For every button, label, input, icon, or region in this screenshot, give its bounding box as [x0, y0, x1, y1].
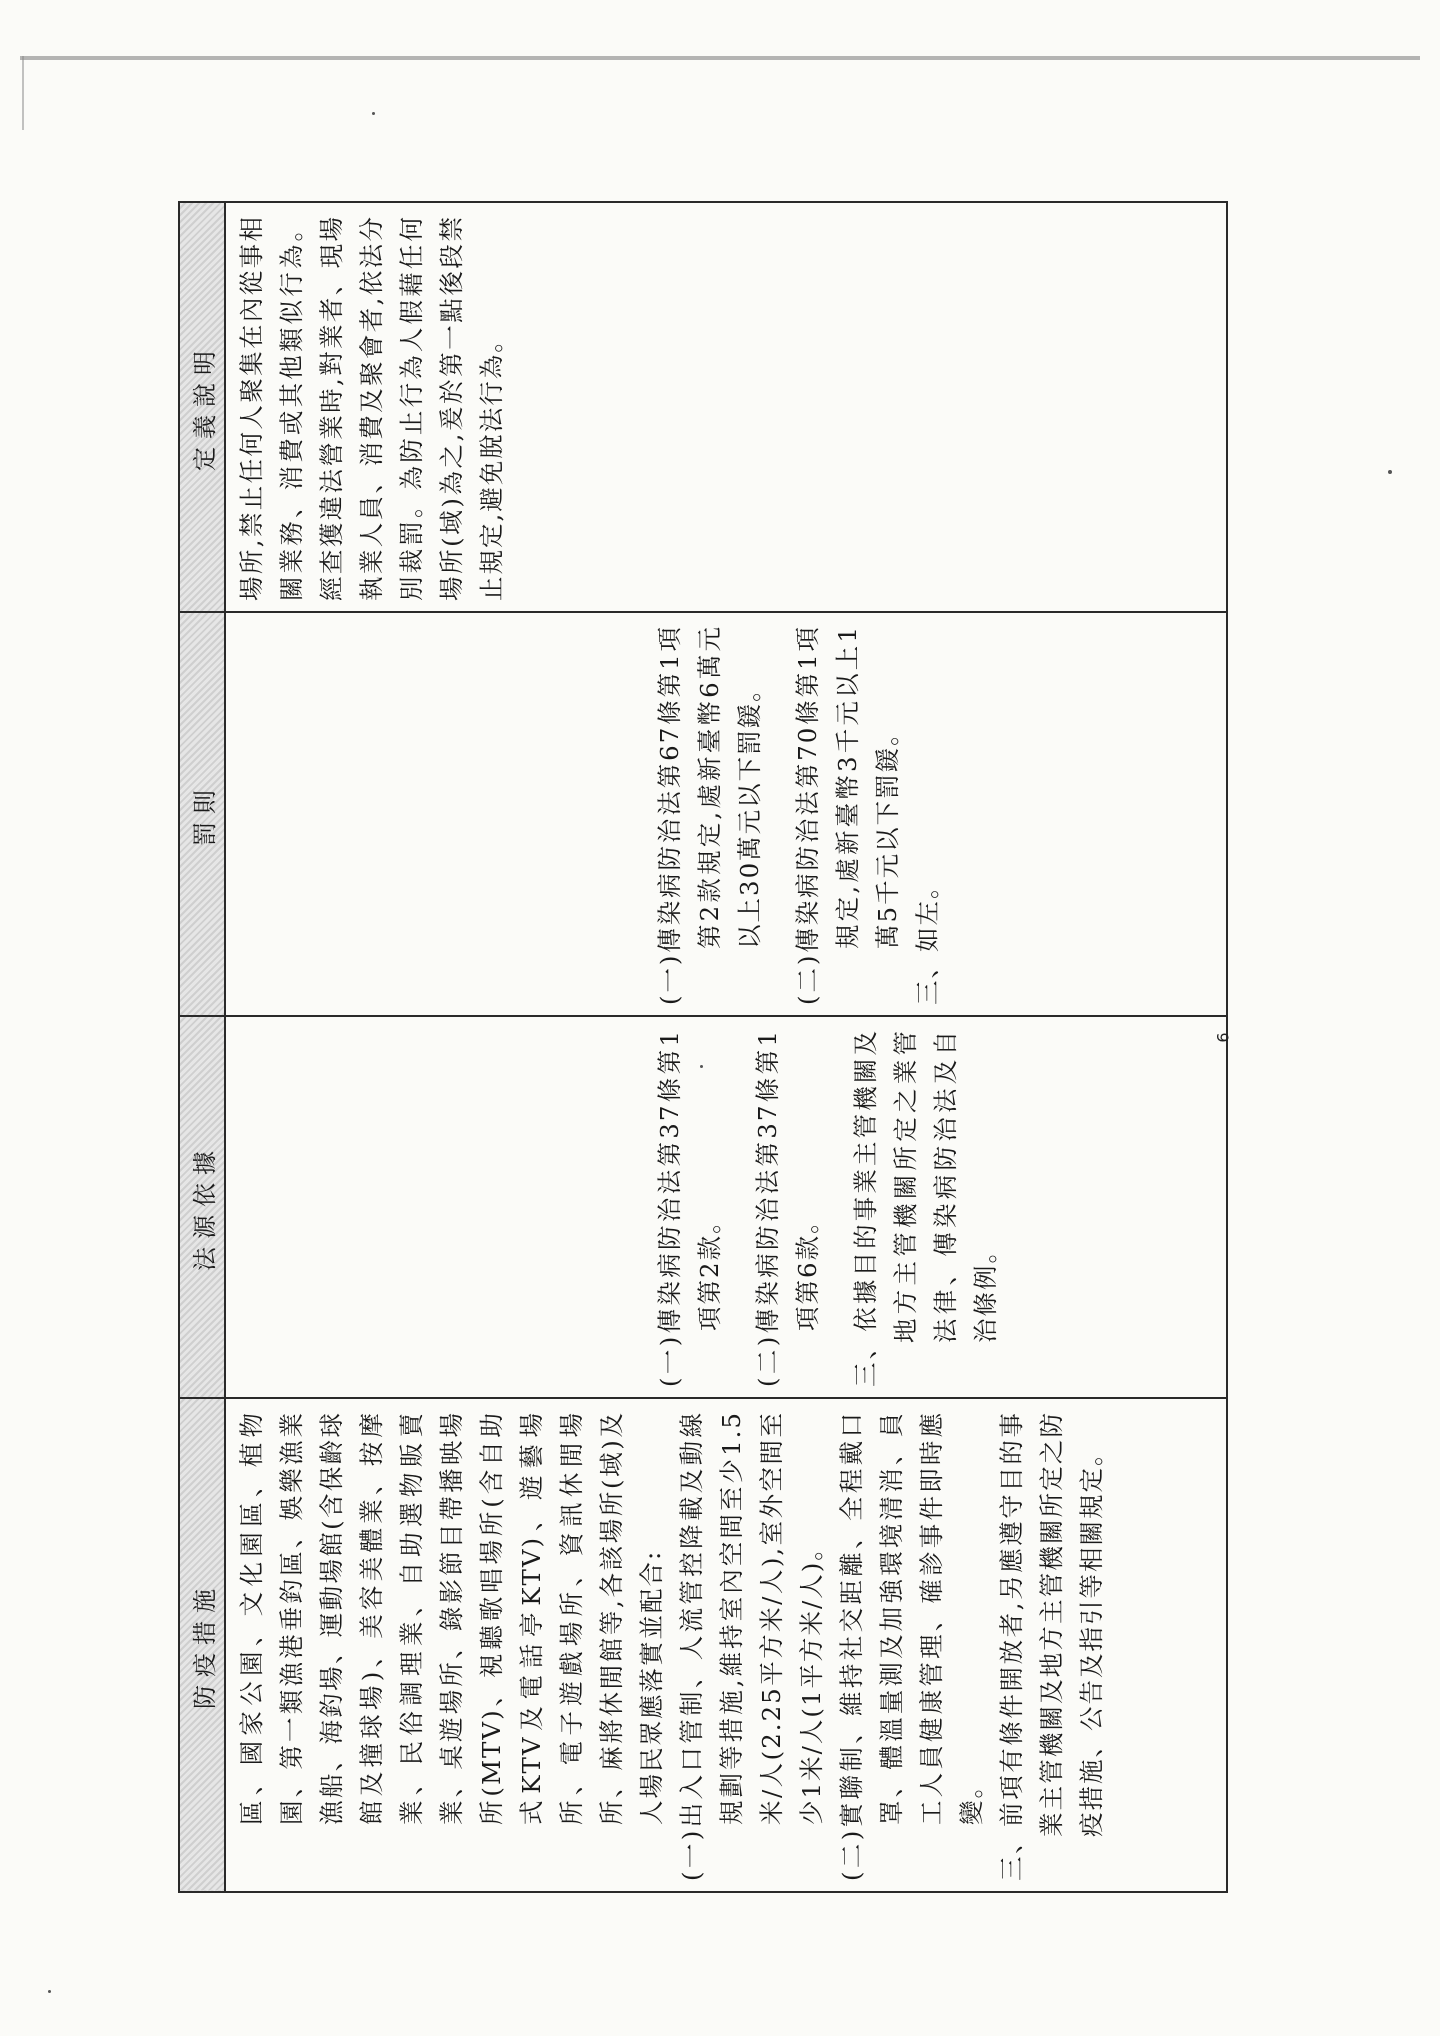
penalty-item-3: 三、如左。	[913, 872, 942, 1005]
measures-continuation: 區、國家公園、文化園區、植物園、第一類漁港垂釣區、娛樂漁業漁船、海釣場、運動場館(含保齡球館及撞球場)、美容美體業、按摩業、民俗調理業、自助選物販賣業、桌遊場所、錄影節目帶播映場所(MTV)、視聽歌唱場所(含自助式KTV及電話亭KTV)、遊藝場所、電子遊戲場所、資訊休閒場所、麻將休閒館等,各該場所(域)及人場民眾應落實並配合:	[237, 1411, 666, 1825]
header-penalty: 罰則	[179, 612, 225, 1016]
legal-basis-item-2: (二)傳染病防治法第37條第1項第6款。	[753, 1029, 822, 1387]
scan-speck	[48, 1990, 51, 1993]
penalty-item-2: (二)傳染病防治法第70條第1項規定,處新臺幣3千元以上1萬5千元以下罰鍰。	[793, 625, 902, 1005]
scan-top-rule	[20, 56, 1420, 60]
penalty-item-1: (一)傳染病防治法第67條第1項第2款規定,處新臺幣6萬元以上30萬元以下罰鍰。	[655, 625, 764, 1005]
legal-basis-item-1: (一)傳染病防治法第37條第1項第2款。	[655, 1029, 724, 1387]
definition-cell	[225, 202, 1227, 612]
table-row	[225, 202, 1227, 1892]
header-definition: 定義說明	[179, 202, 225, 612]
legal-basis-item-3: 三、依據目的事業主管機關及地方主管機關所定之業管法律、傳染病防治法及自治條例。	[851, 1029, 1000, 1387]
scan-left-rule	[22, 56, 24, 130]
penalty-cell	[225, 612, 1227, 1016]
spacer	[770, 625, 788, 1005]
table-header-row	[179, 202, 225, 1892]
legal-basis-spacer-2	[310, 1029, 650, 1387]
spacer	[730, 1029, 748, 1387]
header-legal-basis: 法源依據	[179, 1016, 225, 1398]
legal-basis-cell	[225, 1016, 1227, 1398]
page-number: 6	[1213, 1032, 1233, 1043]
definition-text: 場所,禁止任何人聚集在內從事相關業務、消費或其他類似行為。經查獲違法營業時,對業者、現場執業人員、消費及聚會者,依法分別裁罰。為防止行為人假藉任何場所(域)為之,爰於第一點後段禁止規定,避免脫法行為。	[237, 215, 506, 601]
rotated-document-page	[178, 203, 1228, 1893]
spacer	[828, 1029, 846, 1387]
scan-speck	[372, 112, 375, 115]
measures-cell	[225, 1398, 1227, 1892]
header-measures: 防疫措施	[179, 1398, 225, 1892]
penalty-spacer	[232, 625, 650, 1005]
scan-speck	[1388, 470, 1392, 474]
measures-table	[178, 201, 1228, 1893]
measures-item-2: (二)實聯制、維持社交距離、全程戴口罩、體溫量測及加強環境清消、員工人員健康管理、確診事件即時應變。	[837, 1411, 986, 1881]
measures-item-1: (一)出入口管制、人流管控降載及動線規劃等措施,維持室內空間至少1.5米/人(2.25平方米/人),室外空間至少1米/人(1平方米/人)。	[677, 1411, 826, 1881]
legal-basis-spacer	[232, 1029, 310, 1387]
measures-item-3: 三、前項有條件開放者,另應遵守目的事業主管機關及地方主管機關所定之防疫措施、公告及指引等相關規定。	[997, 1411, 1106, 1881]
scan-speck	[700, 1065, 703, 1068]
